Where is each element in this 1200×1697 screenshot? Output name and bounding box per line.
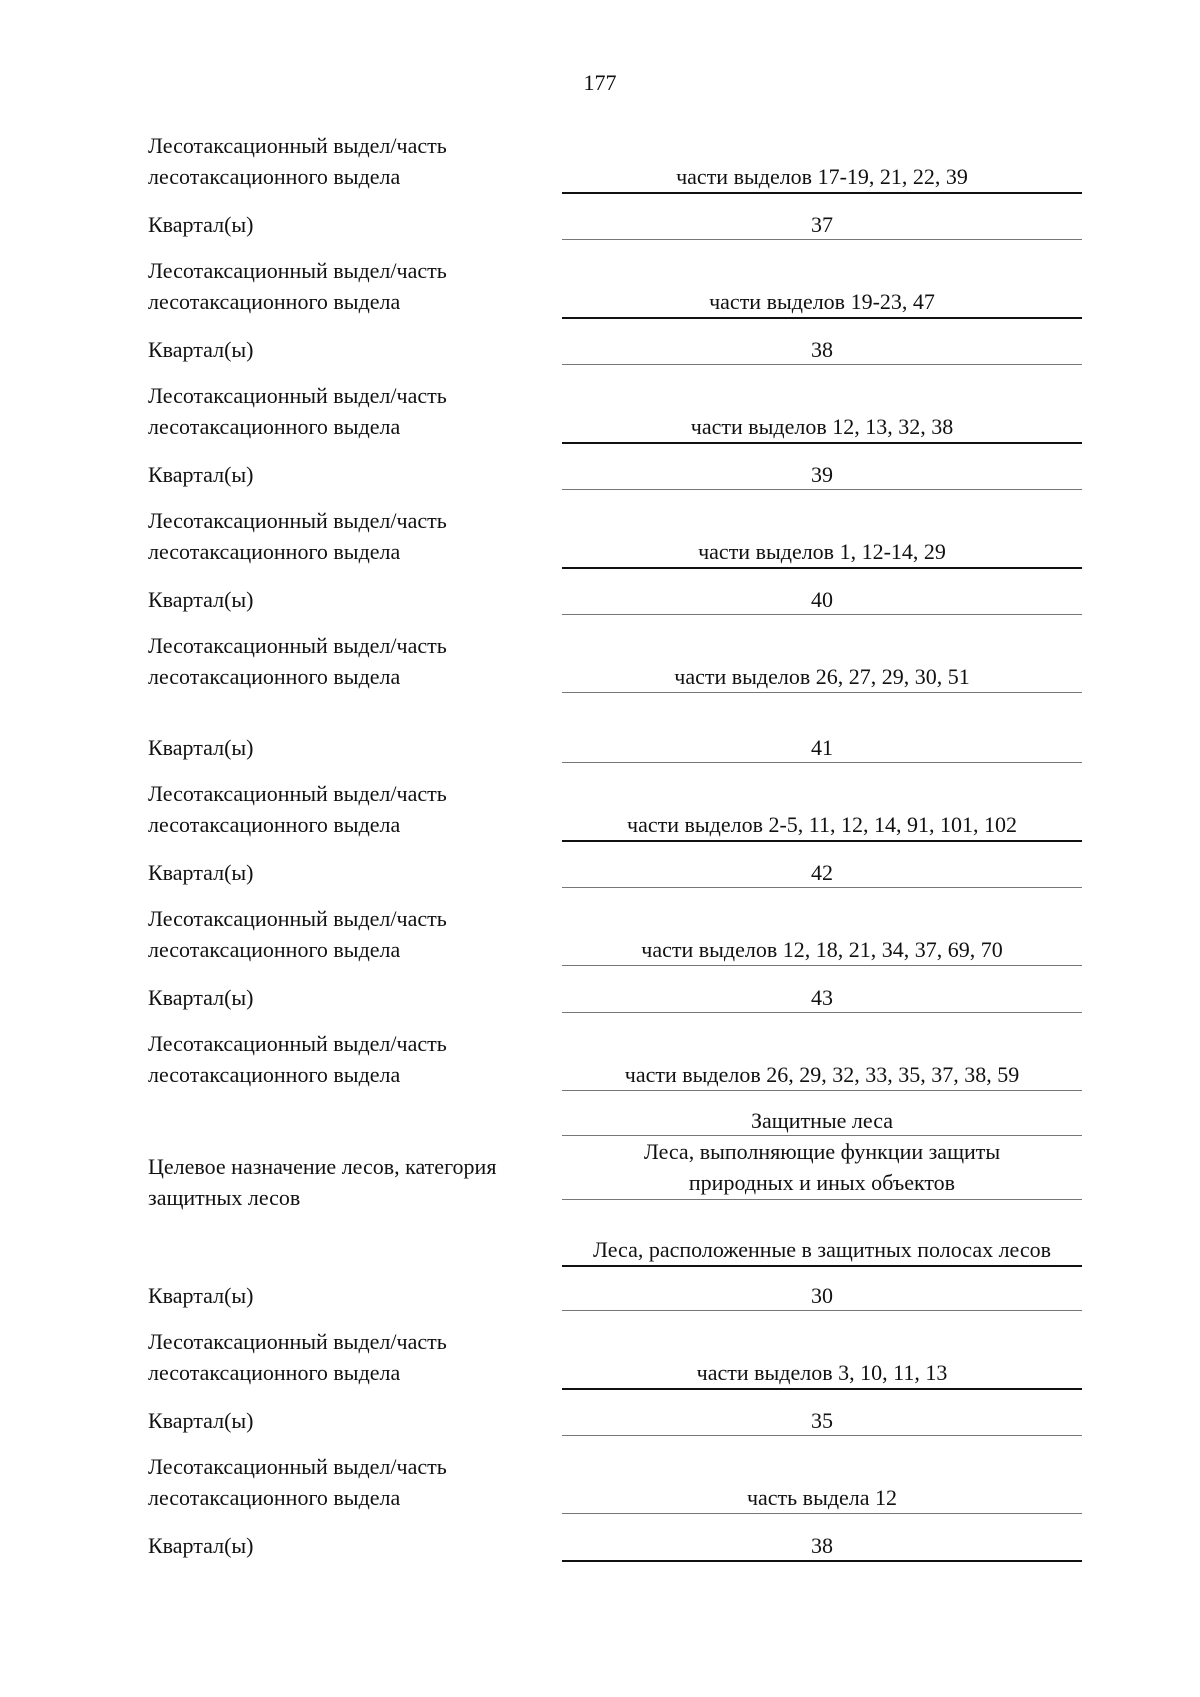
quarter-value: 42 — [811, 860, 833, 885]
section-label-line2: лесотаксационного выдела — [148, 664, 401, 689]
section-label-line1: Лесотаксационный выдел/часть — [148, 633, 447, 658]
section-label-line1: Лесотаксационный выдел/часть — [148, 906, 447, 931]
section-value: части выделов 26, 29, 32, 33, 35, 37, 38, 59 — [624, 1062, 1020, 1087]
section-underline — [562, 1388, 1082, 1390]
quarter-value: 39 — [811, 462, 833, 487]
section-label-line2: лесотаксационного выдела — [148, 414, 401, 439]
quarter-underline — [562, 364, 1082, 365]
quarter-value: 40 — [811, 587, 833, 612]
section-label-line2: лесотаксационного выдела — [148, 1485, 401, 1510]
quarter-value: 43 — [811, 985, 833, 1010]
purpose-underline-2 — [562, 1199, 1082, 1200]
section-value: части выделов 17-19, 21, 22, 39 — [676, 164, 968, 189]
section-label-line1: Лесотаксационный выдел/часть — [148, 258, 447, 283]
section-underline — [562, 567, 1082, 569]
quarter-underline — [562, 887, 1082, 888]
section-value: части выделов 12, 18, 21, 34, 37, 69, 70 — [641, 937, 1003, 962]
section-label-line1: Лесотаксационный выдел/часть — [148, 1329, 447, 1354]
section-label-line2: лесотаксационного выдела — [148, 1360, 401, 1385]
quarter-value: 38 — [811, 337, 833, 362]
section-label-line1: Лесотаксационный выдел/часть — [148, 781, 447, 806]
section-value: части выделов 3, 10, 11, 13 — [696, 1360, 948, 1385]
section-label-line2: лесотаксационного выдела — [148, 812, 401, 837]
section-value: части выделов 2-5, 11, 12, 14, 91, 101, 102 — [627, 812, 1017, 837]
quarter-underline — [562, 1310, 1082, 1311]
section-underline — [562, 1513, 1082, 1514]
quarter-value: 35 — [811, 1408, 833, 1433]
quarter-label: Квартал(ы) — [148, 1283, 254, 1308]
quarter-label: Квартал(ы) — [148, 462, 254, 487]
purpose-value-3: Леса, расположенные в защитных полосах лесов — [592, 1237, 1052, 1262]
page-number: 177 — [583, 70, 617, 95]
quarter-value: 38 — [811, 1533, 833, 1558]
section-value: части выделов 1, 12-14, 29 — [698, 539, 946, 564]
quarter-underline — [562, 614, 1082, 615]
purpose-value-1: Защитные леса — [750, 1108, 894, 1133]
quarter-underline — [562, 1560, 1082, 1562]
section-label-line1: Лесотаксационный выдел/часть — [148, 1454, 447, 1479]
purpose-value-2b: природных и иных объектов — [688, 1170, 956, 1195]
section-label-line1: Лесотаксационный выдел/часть — [148, 383, 447, 408]
section-label-line1: Лесотаксационный выдел/часть — [148, 508, 447, 533]
section-label-line2: лесотаксационного выдела — [148, 289, 401, 314]
quarter-label: Квартал(ы) — [148, 1533, 254, 1558]
section-value: части выделов 12, 13, 32, 38 — [690, 414, 954, 439]
purpose-label-line1: Целевое назначение лесов, категория — [148, 1154, 497, 1179]
section-underline — [562, 692, 1082, 693]
quarter-underline — [562, 1435, 1082, 1436]
quarter-label: Квартал(ы) — [148, 985, 254, 1010]
section-underline — [562, 442, 1082, 444]
quarter-label: Квартал(ы) — [148, 337, 254, 362]
quarter-value: 41 — [811, 735, 833, 760]
section-underline — [562, 1090, 1082, 1091]
section-underline — [562, 965, 1082, 966]
section-label-line2: лесотаксационного выдела — [148, 539, 401, 564]
section-label-line2: лесотаксационного выдела — [148, 1062, 401, 1087]
quarter-label: Квартал(ы) — [148, 212, 254, 237]
quarter-label: Квартал(ы) — [148, 860, 254, 885]
quarter-label: Квартал(ы) — [148, 587, 254, 612]
quarter-underline — [562, 489, 1082, 490]
section-underline — [562, 840, 1082, 842]
section-label-line2: лесотаксационного выдела — [148, 937, 401, 962]
quarter-underline — [562, 239, 1082, 240]
section-value: части выделов 19-23, 47 — [709, 289, 935, 314]
quarter-underline — [562, 762, 1082, 763]
quarter-value: 37 — [811, 212, 833, 237]
quarter-label: Квартал(ы) — [148, 735, 254, 760]
section-label-line1: Лесотаксационный выдел/часть — [148, 1031, 447, 1056]
section-underline — [562, 317, 1082, 319]
quarter-value: 30 — [811, 1283, 833, 1308]
section-underline — [562, 192, 1082, 194]
section-value: части выделов 26, 27, 29, 30, 51 — [674, 664, 970, 689]
quarter-label: Квартал(ы) — [148, 1408, 254, 1433]
purpose-underline-3 — [562, 1265, 1082, 1267]
purpose-value-2a: Леса, выполняющие функции защиты — [643, 1139, 1001, 1164]
purpose-label-line2: защитных лесов — [148, 1185, 301, 1210]
section-value: часть выдела 12 — [746, 1485, 898, 1510]
quarter-underline — [562, 1012, 1082, 1013]
section-label-line2: лесотаксационного выдела — [148, 164, 401, 189]
section-label-line1: Лесотаксационный выдел/часть — [148, 133, 447, 158]
